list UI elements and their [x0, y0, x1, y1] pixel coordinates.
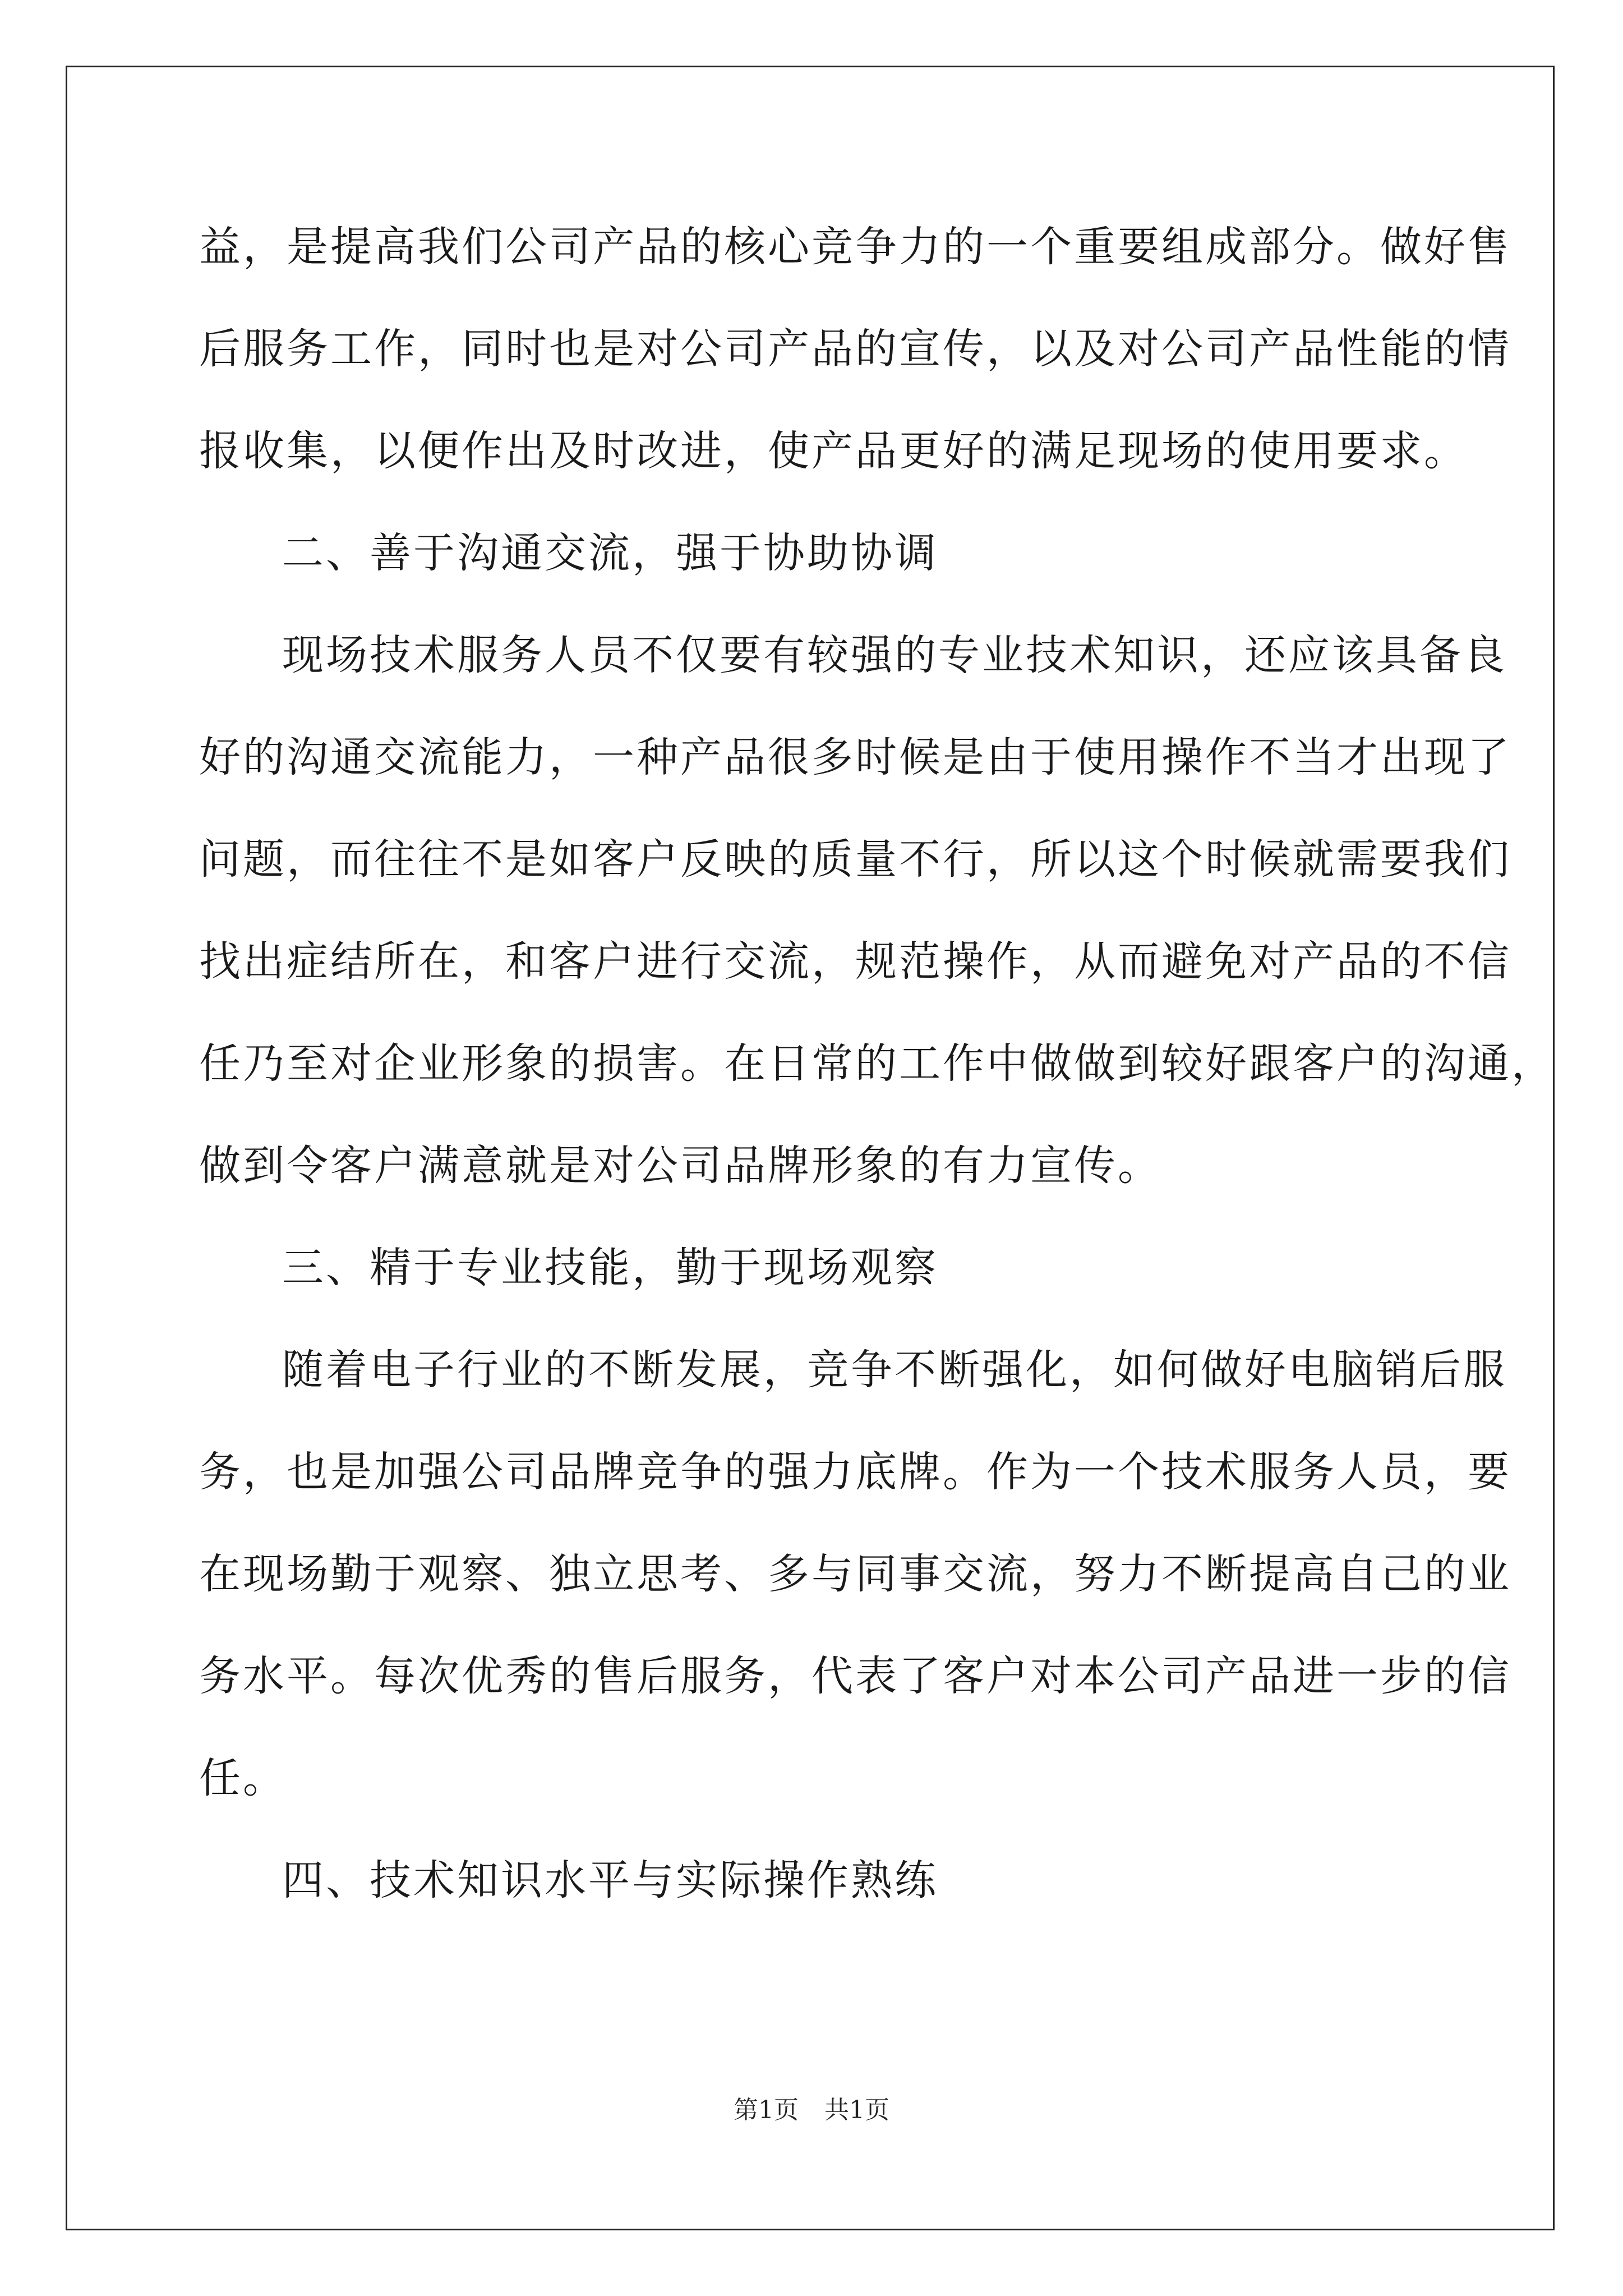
body-text-line: 任乃至对企业形象的损害。在日常的工作中做做到较好跟客户的沟通，	[199, 1039, 1555, 1088]
body-text-line: 现场技术服务人员不仅要有较强的专业技术知识，还应该具备良	[282, 631, 1507, 679]
section-heading: 三、精于专业技能，勤于现场观察	[282, 1244, 938, 1292]
page-footer	[0, 2093, 1623, 2127]
document-body	[199, 219, 1555, 1954]
section-heading: 四、技术知识水平与实际操作熟练	[282, 1856, 938, 1904]
body-text-line: 找出症结所在，和客户进行交流，规范操作，从而避免对产品的不信	[199, 937, 1511, 986]
body-text-line: 益，是提高我们公司产品的核心竞争力的一个重要组成部分。做好售	[199, 223, 1511, 271]
body-text-line: 问题，而往往不是如客户反映的质量不行，所以这个时候就需要我们	[199, 835, 1511, 884]
body-text-line: 做到令客户满意就是对公司品牌形象的有力宣传。	[199, 1142, 1161, 1190]
body-text-line: 随着电子行业的不断发展，竞争不断强化，如何做好电脑销后服	[282, 1346, 1507, 1394]
body-text-line: 好的沟通交流能力，一种产品很多时候是由于使用操作不当才出现了	[199, 733, 1511, 781]
body-text-line: 在现场勤于观察、独立思考、多与同事交流，努力不断提高自己的业	[199, 1550, 1511, 1598]
page-number: 第1页	[734, 2096, 799, 2124]
body-text-line: 报收集，以便作出及时改进，使产品更好的满足现场的使用要求。	[199, 427, 1468, 475]
body-text-line: 务，也是加强公司品牌竞争的强力底牌。作为一个技术服务人员，要	[199, 1448, 1511, 1496]
section-heading: 二、善于沟通交流，强于协助协调	[282, 529, 938, 577]
body-text-line: 任。	[199, 1754, 287, 1802]
body-text-line: 务水平。每次优秀的售后服务，代表了客户对本公司产品进一步的信	[199, 1652, 1511, 1700]
page-total: 共1页	[824, 2096, 889, 2124]
body-text-line: 后服务工作，同时也是对公司产品的宣传，以及对公司产品性能的情	[199, 325, 1511, 373]
